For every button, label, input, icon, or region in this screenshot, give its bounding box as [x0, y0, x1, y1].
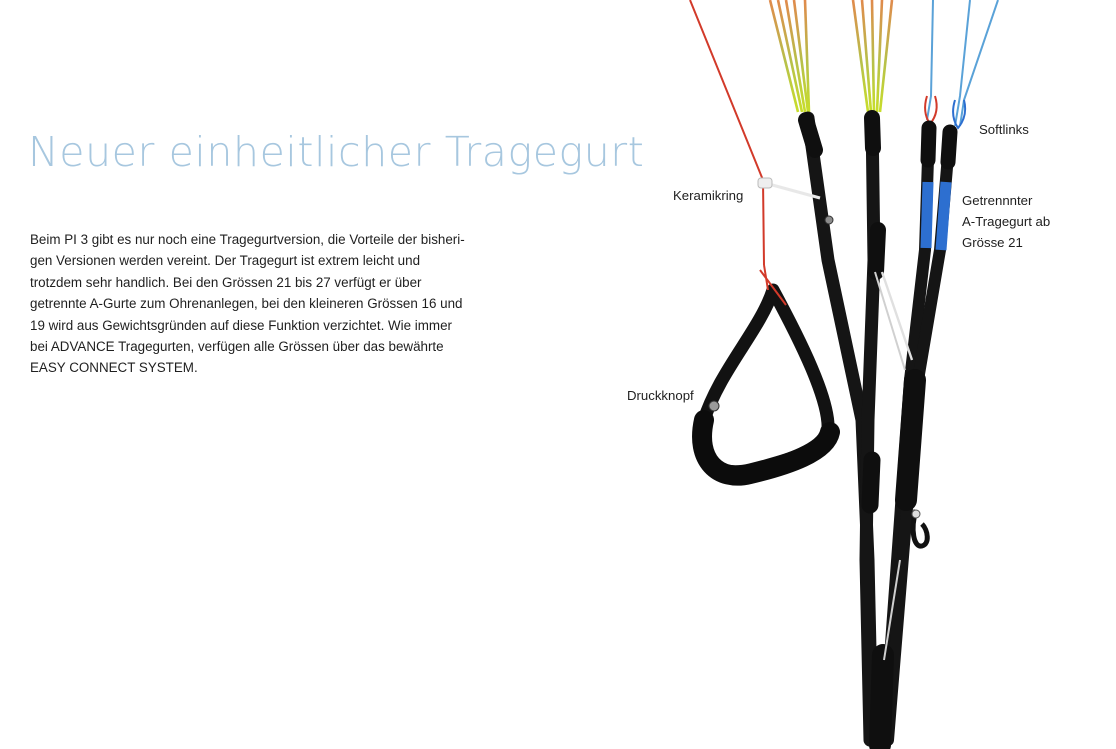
label-druckknopf: Druckknopf: [627, 388, 694, 403]
body-line: 19 wird aus Gewichtsgründen auf diese Funktion verzichtet. Wie immer: [30, 317, 452, 333]
body-line: trotzdem sehr handlich. Bei den Grössen 21 bis 27 verfügt er über: [30, 274, 422, 290]
white-line-3: [875, 272, 905, 370]
body-line: getrennte A-Gurte zum Ohrenanlegen, bei den kleineren Grössen 16 und: [30, 296, 463, 312]
line-cascade-b: [853, 0, 892, 112]
riser-b: [866, 118, 874, 740]
a-riser-blue-1: [926, 182, 928, 248]
riser-illustration: [600, 0, 1116, 749]
label-softlinks: Softlinks: [979, 122, 1029, 137]
line-cascade-c: [770, 0, 809, 112]
ceramic-ring: [758, 178, 772, 188]
label-line: A-Tragegurt ab: [962, 214, 1051, 229]
page-title: Neuer einheitlicher Tragegurt: [28, 128, 645, 176]
press-stud: [709, 401, 719, 411]
body-text: [30, 229, 540, 379]
body-line: gen Versionen werden vereint. Der Tragegurt ist extrem leicht und: [30, 253, 421, 269]
body-line: Beim PI 3 gibt es nur noch eine Tragegurtversion, die Vorteile der bisheri-: [30, 232, 465, 247]
label-line: Grösse 21: [962, 235, 1023, 250]
a-riser-blue-2: [941, 182, 946, 250]
label-keramikring: Keramikring: [673, 188, 744, 203]
body-line: EASY CONNECT SYSTEM.: [30, 360, 198, 376]
label-line: Getrennnter: [962, 193, 1033, 208]
body-line: bei ADVANCE Tragegurten, verfügen alle Grössen über das bewährte: [30, 339, 444, 355]
label-getrennter: [962, 190, 1050, 253]
brake-line: [690, 0, 764, 265]
